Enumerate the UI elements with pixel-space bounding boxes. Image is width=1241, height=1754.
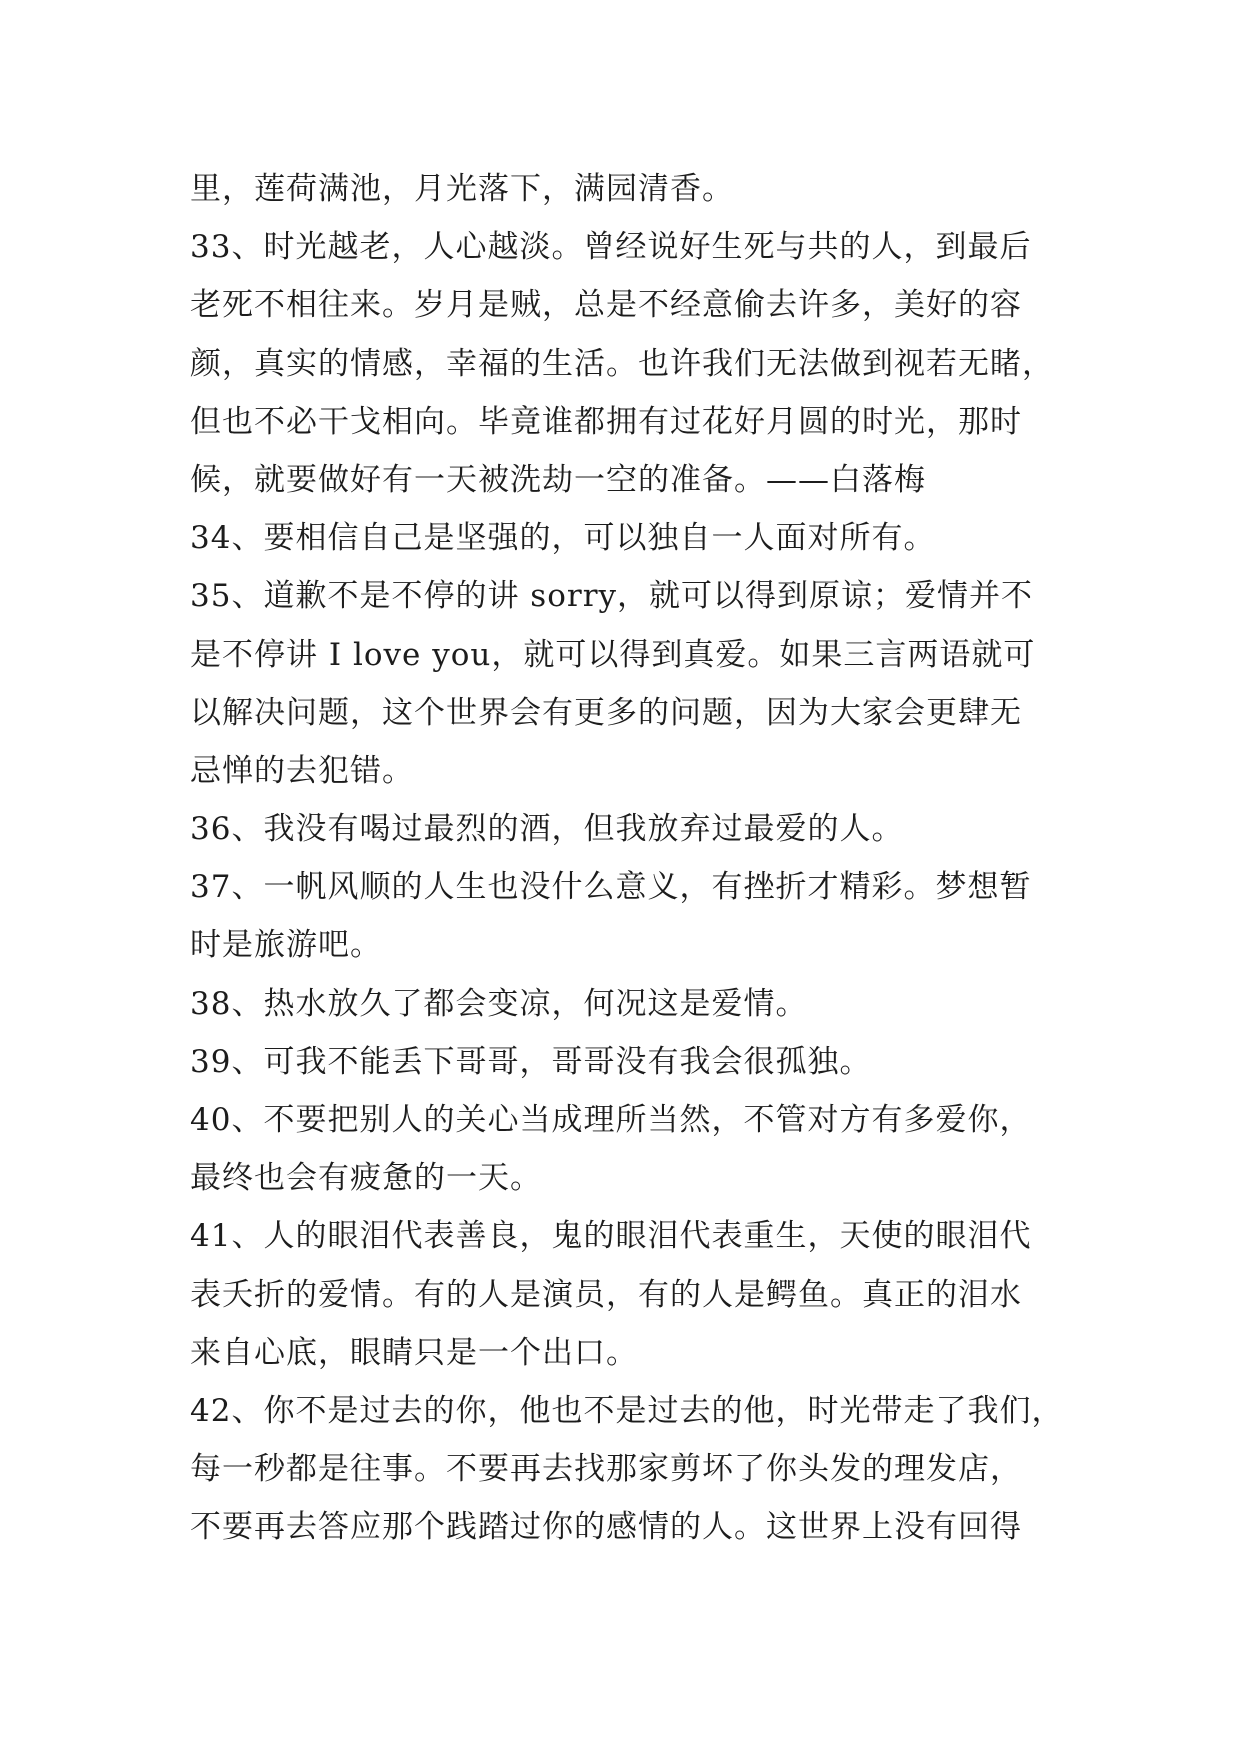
- text-line: 36、我没有喝过最烈的酒，但我放弃过最爱的人。: [190, 811, 904, 848]
- text-line: 41、人的眼泪代表善良，鬼的眼泪代表重生，天使的眼泪代: [190, 1218, 1032, 1255]
- text-line: 34、要相信自己是坚强的，可以独自一人面对所有。: [190, 520, 936, 557]
- text-line: 33、时光越老，人心越淡。曾经说好生死与共的人，到最后: [190, 229, 1032, 266]
- text-line: 以解决问题，这个世界会有更多的问题，因为大家会更肆无: [190, 694, 1022, 731]
- text-line: 但也不必干戈相向。毕竟谁都拥有过花好月圆的时光，那时: [190, 403, 1022, 440]
- text-line: 表夭折的爱情。有的人是演员，有的人是鳄鱼。真正的泪水: [190, 1276, 1022, 1313]
- text-line: 42、你不是过去的你，他也不是过去的他，时光带走了我们，: [190, 1392, 1064, 1429]
- text-line: 不要再去答应那个践踏过你的感情的人。这世界上没有回得: [190, 1509, 1022, 1546]
- text-line: 39、可我不能丢下哥哥，哥哥没有我会很孤独。: [190, 1043, 872, 1080]
- text-line: 38、热水放久了都会变凉，何况这是爱情。: [190, 985, 808, 1022]
- text-line: 37、一帆风顺的人生也没什么意义，有挫折才精彩。梦想暂: [190, 869, 1032, 906]
- text-line: 里，莲荷满池，月光落下，满园清香。: [190, 171, 734, 207]
- text-line: 来自心底，眼睛只是一个出口。: [190, 1334, 638, 1371]
- text-line: 是不停讲 I love you，就可以得到真爱。如果三言两语就可: [190, 636, 1036, 673]
- text-line: 候，就要做好有一天被洗劫一空的准备。——白落梅: [190, 461, 926, 498]
- text-line: 每一秒都是往事。不要再去找那家剪坏了你头发的理发店，: [190, 1451, 1022, 1488]
- text-line: 忌惮的去犯错。: [190, 752, 414, 789]
- text-line: 35、道歉不是不停的讲 sorry，就可以得到原谅；爱情并不: [190, 578, 1034, 615]
- text-line: 老死不相往来。岁月是贼，总是不经意偷去许多，美好的容: [190, 287, 1022, 324]
- text-line: 颜，真实的情感，幸福的生活。也许我们无法做到视若无睹，: [190, 345, 1054, 382]
- text-line: 时是旅游吧。: [190, 927, 382, 964]
- text-line: 最终也会有疲惫的一天。: [190, 1160, 542, 1197]
- text-line: 40、不要把别人的关心当成理所当然，不管对方有多爱你，: [190, 1102, 1032, 1138]
- document-body: [190, 160, 1070, 1557]
